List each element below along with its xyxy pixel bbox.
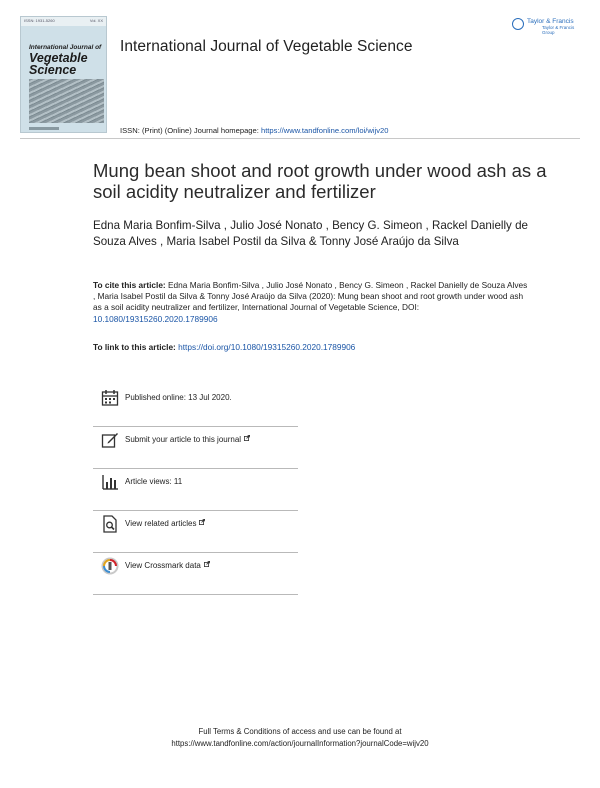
publisher-logo-name: Taylor & Francis — [527, 18, 574, 25]
cover-publisher-mark — [29, 127, 59, 130]
published-online-text: Published online: 13 Jul 2020. — [125, 393, 232, 402]
crossmark-icon — [101, 557, 119, 575]
document-search-icon — [101, 515, 119, 533]
citation-block — [93, 280, 528, 325]
article-views-item — [93, 469, 298, 511]
journal-cover — [20, 16, 107, 133]
submit-article-item[interactable] — [93, 427, 298, 469]
article-authors: Edna Maria Bonfim-Silva , Julio José Nonato , Bency G. Simeon , Rackel Danielly de Souza Alves , Maria Isabel Postil da Silva & Tonny José Araújo da Silva — [93, 219, 528, 248]
article-link-line — [93, 342, 355, 352]
related-articles-link[interactable] — [125, 519, 205, 528]
external-link-icon — [204, 561, 210, 567]
publisher-logo-sub: Taylor & Francis Group — [542, 25, 575, 35]
link-label: To link to this article: — [93, 342, 179, 352]
calendar-icon — [101, 389, 119, 407]
crossmark-label: View Crossmark data — [125, 561, 201, 570]
journal-title: International Journal of Vegetable Science — [120, 38, 413, 55]
terms-text: Full Terms & Conditions of access and use can be found at — [198, 727, 402, 736]
article-views-text: Article views: 11 — [125, 477, 183, 486]
cover-photo — [29, 79, 104, 123]
header-divider — [20, 138, 580, 139]
edit-icon — [101, 431, 119, 449]
published-online-item — [93, 385, 298, 427]
article-title: Mung bean shoot and root growth under wood ash as a soil acidity neutralizer and fertilizer — [93, 160, 547, 202]
external-link-icon — [199, 519, 205, 525]
bar-chart-icon — [101, 473, 119, 491]
publisher-logo — [512, 18, 584, 36]
cover-title-line: International Journal of — [29, 44, 102, 51]
submit-article-label: Submit your article to this journal — [125, 435, 242, 444]
journal-homepage-link[interactable]: https://www.tandfonline.com/loi/wijv20 — [260, 126, 389, 135]
doi-link[interactable]: 10.1080/19315260.2020.1789906 — [93, 313, 218, 324]
cover-title: Vegetable Science — [29, 51, 88, 77]
article-doi-url[interactable]: https://doi.org/10.1080/19315260.2020.1789906 — [178, 342, 356, 352]
cover-issn: ISSN: 1931-5260 — [24, 18, 55, 23]
crossmark-link[interactable] — [125, 561, 210, 570]
terms-footer — [0, 726, 600, 749]
terms-url[interactable]: https://www.tandfonline.com/action/journalInformation?journalCode=wijv20 — [171, 738, 429, 748]
issn-text: ISSN: (Print) (Online) Journal homepage: — [120, 126, 261, 135]
crossmark-item[interactable] — [93, 553, 298, 595]
publisher-logo-icon — [512, 18, 524, 30]
related-articles-label: View related articles — [125, 519, 197, 528]
related-articles-item[interactable] — [93, 511, 298, 553]
external-link-icon — [244, 435, 250, 441]
citation-text: Edna Maria Bonfim-Silva , Julio José Nonato , Bency G. Simeon , Rackel Danielly de Souza Alves , Maria Isabel Postil da Silva & Tonny José Araújo da Silva (2020): Mung bean shoot and root growth under wood ash as a soil acidity neutralizer and fertilizer, International Journal of Vegetable Science, DOI: — [93, 280, 528, 313]
article-info-list — [93, 385, 298, 595]
submit-article-link[interactable] — [125, 435, 250, 444]
citation-label: To cite this article: — [93, 280, 166, 290]
cover-volume: Vol. XX — [89, 18, 103, 23]
issn-homepage-line — [120, 126, 388, 135]
